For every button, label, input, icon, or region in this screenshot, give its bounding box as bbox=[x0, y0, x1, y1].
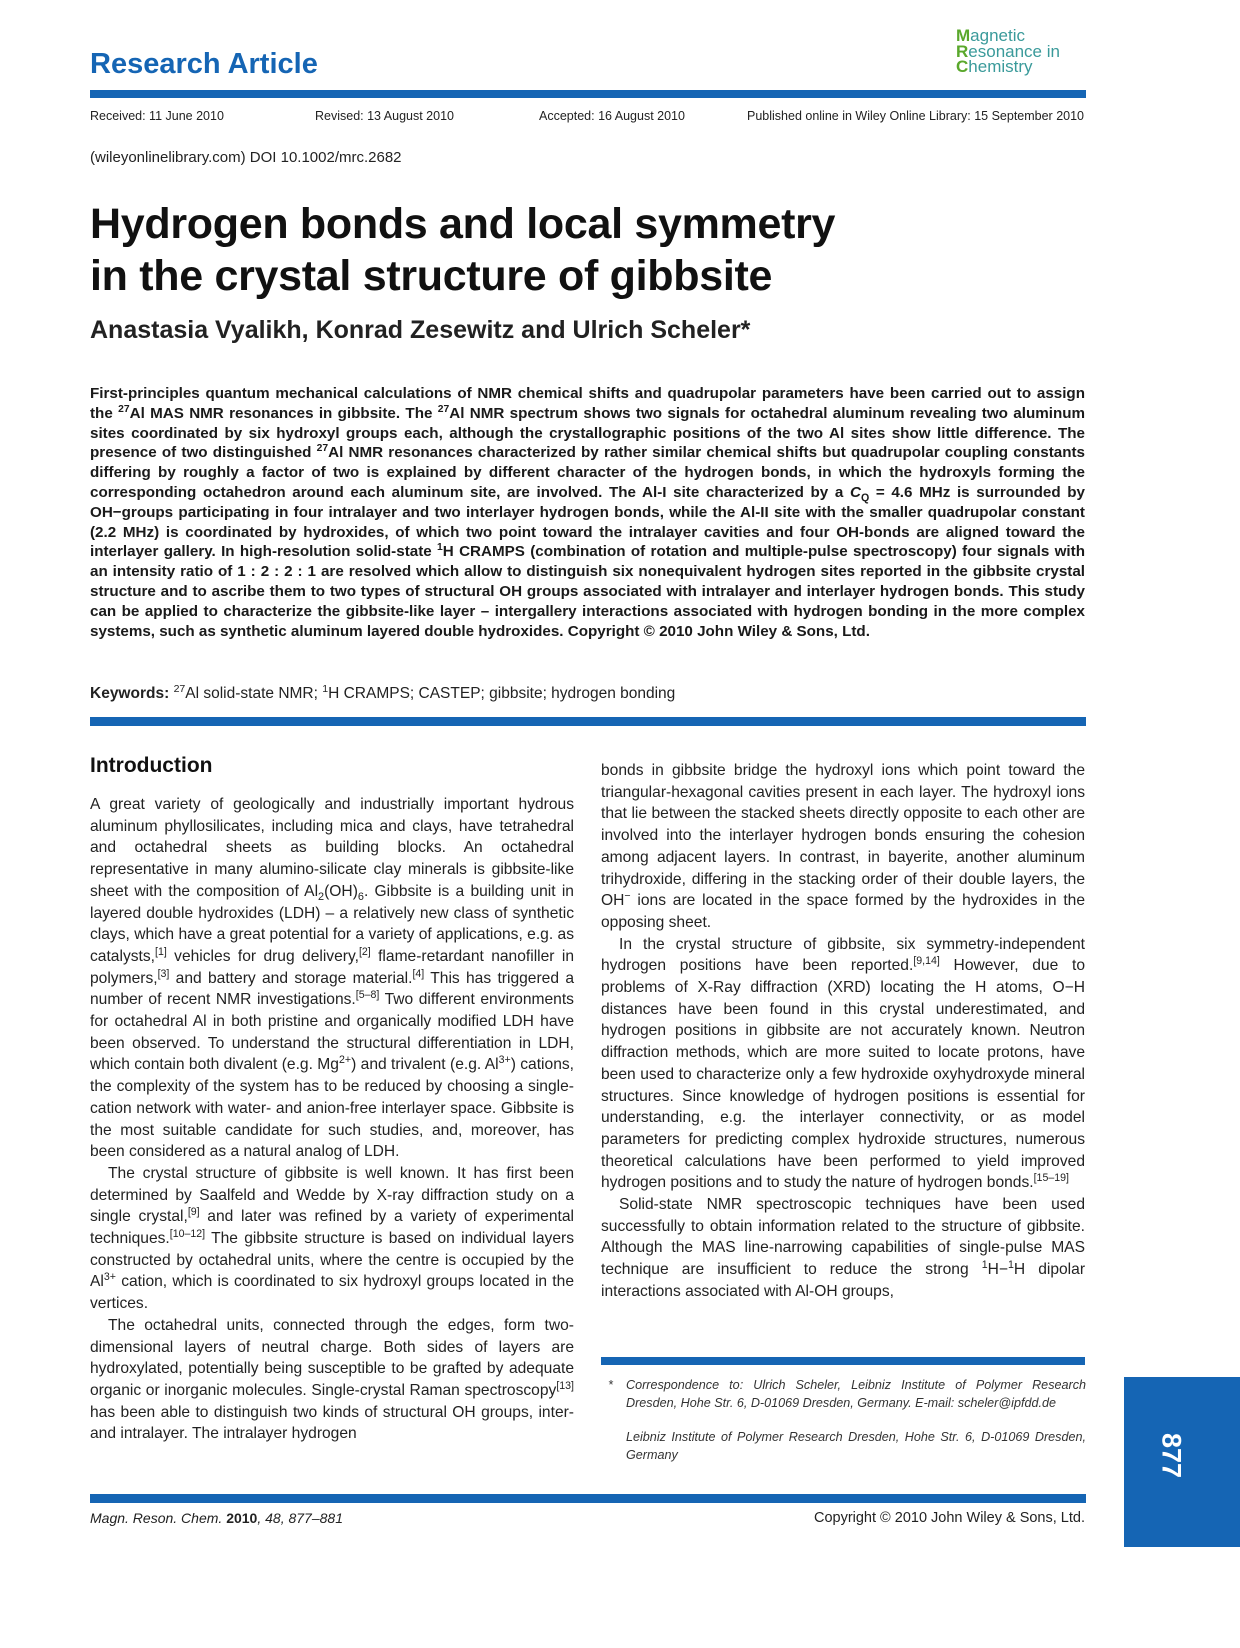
author-list: Anastasia Vyalikh, Konrad Zesewitz and Ulrich Scheler* bbox=[90, 316, 751, 344]
section-tag: Research Article bbox=[90, 48, 318, 80]
citation-ref[interactable]: [3] bbox=[157, 967, 170, 980]
citation-ref[interactable]: [13] bbox=[556, 1379, 574, 1392]
page-number: 877 bbox=[1156, 1432, 1187, 1479]
body-column-right bbox=[601, 760, 1085, 1303]
intro-paragraph-4: In the crystal structure of gibbsite, six symmetry-independent hydrogen positions have been reported.[9,14] However, due to problems of X-Ray diffraction (XRD) locating the H atoms, O−H distances have been found in this crystal underestimated, and hydrogen positions in gibbsite are not accurately known. Neutron diffraction methods, which are more suited to locate protons, have been used to characterize only a few hydroxide oxyhydroxyde mineral structures. Since knowledge of hydrogen positions is essential for understanding, e.g. the interlayer connectivity, or as model parameters for predicting complex hydroxide structures, numerous theoretical calculations have been performed to yield improved hydrogen positions and to study the nature of hydrogen bonds.[15–19] bbox=[601, 935, 1085, 1192]
intro-paragraph-1: A great variety of geologically and industrially important hydrous aluminum phyllosilicates, including mica and clays, have tetrahedral and octahedral sheets as building blocks. An octahedral representative in many alumino-silicate clay minerals is gibbsite-like sheet with the composition of $Al_2(OH)_6$. Gibbsite is a building unit in layered double hydroxides (LDH) – a relatively new class of synthetic clays, which have a great potential for a variety of applications, e.g. as catalysts,[1] vehicles for drug delivery,[2] flame-retardant nanofiller in polymers,[3] and battery and storage material.[4] This has triggered a number of recent NMR investigations.[5–8] Two different environments for octahedral Al in both pristine and organically modified LDH have been observed. To understand the structural differentiation in LDH, which contain both divalent (e.g. $Mg^{2+}$) and trivalent (e.g. $Al^{3+}$) cations, the complexity of the system has to be reduced by choosing a single-cation network with water- and anion-free interlayer space. Gibbsite is the most suitable candidate for such studies, and, moreover, has been considered as a natural analog of LDH. bbox=[90, 796, 574, 1161]
section-rule bbox=[90, 717, 1086, 726]
citation-ref[interactable]: [5–8] bbox=[355, 989, 380, 1002]
citation-ref[interactable]: [4] bbox=[412, 967, 425, 980]
revised-date: Revised: 13 August 2010 bbox=[315, 109, 454, 123]
intro-paragraph-5: Solid-state NMR spectroscopic techniques have been used successfully to obtain information related to the structure of gibbsite. Although the MAS line-narrowing capabilities of single-pulse MAS technique are insufficient to reduce the strong $^1$H−$^1$H dipolar interactions associated with Al-OH groups, bbox=[601, 1196, 1086, 1300]
received-date: Received: 11 June 2010 bbox=[90, 109, 224, 123]
doi-line[interactable]: (wileyonlinelibrary.com) DOI 10.1002/mrc.2682 bbox=[90, 149, 402, 166]
intro-paragraph-3-continued: bonds in gibbsite bridge the hydroxyl ions which point toward the triangular-hexagonal cavities present in each layer. The hydroxyl ions that lie between the stacked sheets directly opposite to each other are involved into the interlayer hydrogen bonds ensuring the cohesion among adjacent layers. In contrast, in bayerite, another aluminum trihydroxide, differing in the stacking order of their double layers, the OH− ions are located in the space formed by the hydroxides in the opposing sheet. bbox=[601, 762, 1085, 931]
journal-logo: Magnetic Resonance in Chemistry bbox=[956, 26, 1060, 76]
article-title bbox=[90, 198, 990, 302]
citation-ref[interactable]: [1] bbox=[155, 945, 167, 958]
correspondence-text: Correspondence to: Ulrich Scheler, Leibniz Institute of Polymer Research Dresden, Hohe Str. 6, D-01069 Dresden, Germany. E-mail: scheler@ipfdd.de bbox=[626, 1378, 1086, 1410]
introduction-heading: Introduction bbox=[90, 754, 213, 777]
title-line-1: Hydrogen bonds and local symmetry bbox=[90, 200, 836, 248]
body-column-left bbox=[90, 794, 574, 1445]
citation-ref[interactable]: [10–12] bbox=[169, 1227, 206, 1240]
citation-ref[interactable]: [9] bbox=[187, 1206, 200, 1219]
footnote-star: * bbox=[608, 1378, 613, 1392]
footer-copyright: Copyright © 2010 John Wiley & Sons, Ltd. bbox=[813, 1510, 1085, 1526]
affiliation-text: Leibniz Institute of Polymer Research Dresden, Hohe Str. 6, D-01069 Dresden, Germany bbox=[626, 1430, 1086, 1462]
published-date: Published online in Wiley Online Library: 15 September 2010 bbox=[747, 109, 1084, 123]
header-rule bbox=[90, 90, 1086, 98]
charge-superscript: − bbox=[624, 890, 631, 903]
footer-rule bbox=[90, 1494, 1086, 1503]
citation-ref[interactable]: [2] bbox=[358, 945, 371, 958]
correspondence-note bbox=[608, 1376, 1086, 1464]
abstract: First-principles quantum mechanical calculations of NMR chemical shifts and quadrupolar parameters have been carried out to assign the $^{27}$Al MAS NMR resonances in gibbsite. The $^{27}$Al NMR spectrum shows two signals for octahedral aluminum revealing two aluminum sites coordinated by six hydroxyl groups each, although the crystallographic positions of the two Al sites show little difference. The presence of two distinguished $^{27}$Al NMR resonances characterized by rather similar chemical shifts but quadrupolar coupling constants differing by roughly a factor of two is explained by different character of the hydrogen bonds, in which the hydroxyls forming the corresponding octahedron around each aluminum site, are involved. The Al-I site characterized by a $C_Q = 4.6$ MHz is surrounded by OH−groups participating in four intralayer and two interlayer hydrogen bonds, while the Al-II site with the smaller quadrupolar constant (2.2 MHz) is coordinated by hydroxides, of which two point toward the intralayer cavities and four OH-bonds are aligned toward the interlayer gallery. In high-resolution solid-state $^1$H CRAMPS (combination of rotation and multiple-pulse spectroscopy) four signals with an intensity ratio of 1 : 2 : 2 : 1 are resolved which allow to distinguish six nonequivalent hydrogen sites reported in the gibbsite crystal structure and to ascribe them to two types of structural OH groups associated with intralayer and interlayer hydrogen bonds. This study can be applied to characterize the gibbsite-like layer – intergallery interactions associated with hydrogen bonding in the more complex systems, such as synthetic aluminum layered double hydroxides. Copyright © 2010 John Wiley & Sons, Ltd. bbox=[90, 385, 1085, 640]
keywords: Keywords: $^{27}$Al solid-state NMR; $^1$H CRAMPS; CASTEP; gibbsite; hydrogen bonding bbox=[90, 682, 676, 702]
intro-paragraph-2: The crystal structure of gibbsite is well known. It has first been determined by Saalfeld and Wedde by X-ray diffraction study on a single crystal,[9] and later was refined by a variety of experimental techniques.[10–12] The gibbsite structure is based on individual layers constructed by octahedral units, where the centre is occupied by the $Al^{3+}$ cation, which is coordinated to six hydroxyl groups located in the vertices. bbox=[90, 1164, 574, 1313]
intro-paragraph-3: The octahedral units, connected through the edges, form two-dimensional layers of neutral charge. Both sides of layers are hydroxylated, potentially being susceptible to be grafted by adequate organic or inorganic molecules. Single-crystal Raman spectroscopy[13] has been able to distinguish two kinds of structural OH groups, inter- and intralayer. The intralayer hydrogen bbox=[90, 1316, 574, 1443]
citation-ref[interactable]: [15–19] bbox=[1033, 1172, 1069, 1185]
keywords-label: Keywords: bbox=[90, 685, 170, 702]
citation-ref[interactable]: [9,14] bbox=[913, 955, 940, 968]
accepted-date: Accepted: 16 August 2010 bbox=[539, 109, 685, 123]
journal-citation: Magn. Reson. Chem. 2010, 48, 877–881 bbox=[90, 1510, 343, 1526]
copyright-symbol: © bbox=[643, 622, 655, 640]
correspondence-rule bbox=[601, 1357, 1085, 1365]
title-line-2: in the crystal structure of gibbsite bbox=[90, 252, 773, 300]
